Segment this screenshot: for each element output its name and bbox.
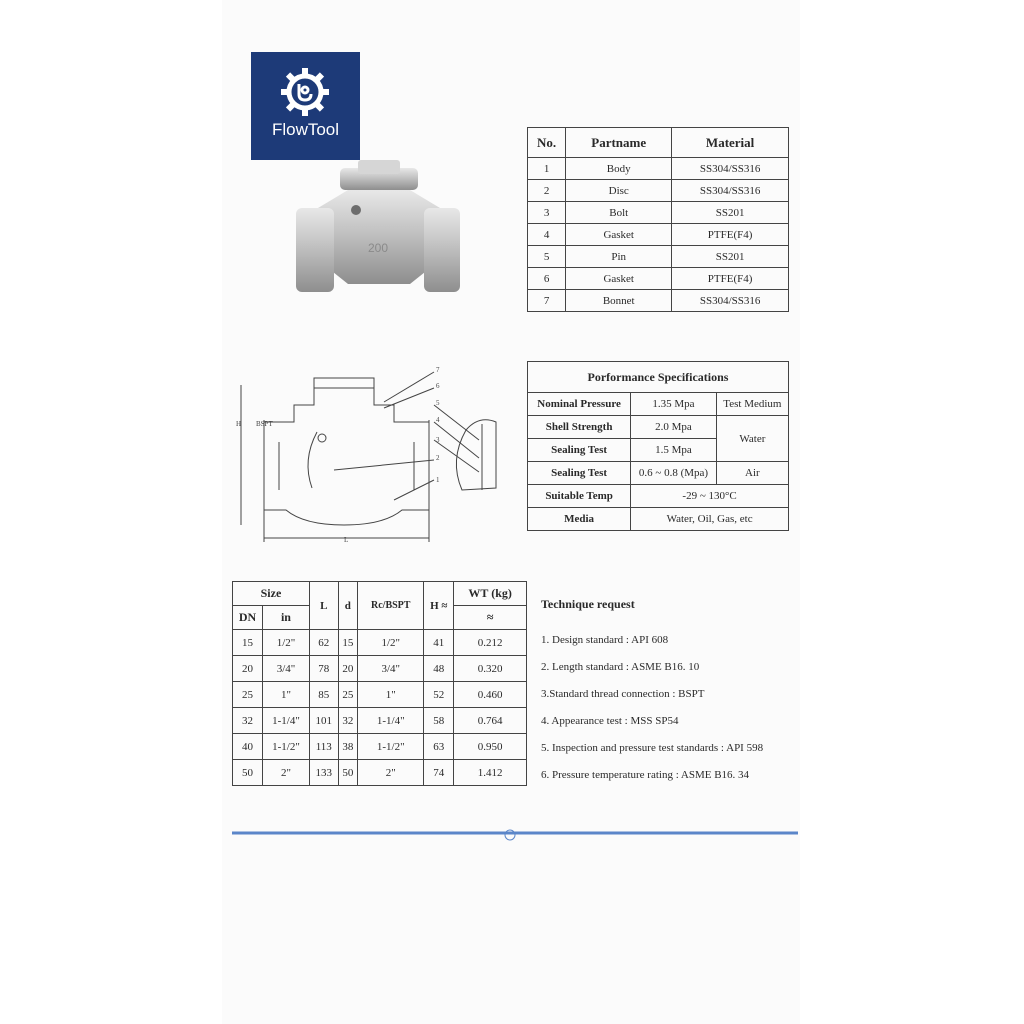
cell: 63 — [424, 734, 454, 760]
in-header: in — [262, 606, 309, 630]
drawing-label: BSPT — [256, 420, 273, 428]
wt-header: WT (kg) — [454, 582, 527, 606]
cell: 52 — [424, 682, 454, 708]
cell: Bolt — [566, 202, 672, 224]
cell: 0.460 — [454, 682, 527, 708]
cell: 0.320 — [454, 656, 527, 682]
cell: 2 — [528, 180, 566, 202]
drawing-label: 4 — [436, 416, 440, 424]
table-row — [528, 462, 789, 485]
technique-title: Technique request — [541, 597, 635, 611]
table-row — [528, 180, 789, 202]
cell: 1.35 Mpa — [631, 393, 717, 416]
cell: 85 — [309, 682, 338, 708]
parts-header-material: Material — [672, 128, 789, 158]
cell: Bonnet — [566, 290, 672, 312]
cell: PTFE(F4) — [672, 224, 789, 246]
table-row — [233, 708, 527, 734]
drawing-label: 7 — [436, 366, 440, 374]
cell: -29 ~ 130°C — [631, 485, 789, 508]
cell: 101 — [309, 708, 338, 734]
cell: 20 — [338, 656, 358, 682]
cell: SS304/SS316 — [672, 290, 789, 312]
cell: 41 — [424, 630, 454, 656]
cell: 1-1/4" — [358, 708, 424, 734]
valve-section-drawing — [234, 360, 514, 545]
table-row — [528, 290, 789, 312]
cell: 2" — [262, 760, 309, 786]
cell: 5 — [528, 246, 566, 268]
table-row — [528, 268, 789, 290]
cell: 1.412 — [454, 760, 527, 786]
technique-item: 1. Design standard : API 608 — [541, 634, 669, 646]
technique-item: 6. Pressure temperature rating : ASME B16. 34 — [541, 769, 750, 781]
table-row — [233, 760, 527, 786]
cell: 1.5 Mpa — [631, 439, 717, 462]
cell: 3 — [528, 202, 566, 224]
cell: SS201 — [672, 246, 789, 268]
cell: 2.0 Mpa — [631, 416, 717, 439]
cell: 58 — [424, 708, 454, 734]
drawing-label: 5 — [436, 399, 440, 407]
size-header: Size — [233, 582, 310, 606]
table-row — [528, 416, 789, 439]
table-row — [528, 246, 789, 268]
cell: Nominal Pressure — [528, 393, 631, 416]
check-valve-photo — [296, 160, 461, 295]
logo-text: FlowTool — [271, 120, 340, 139]
table-row — [528, 224, 789, 246]
cell: 32 — [338, 708, 358, 734]
table-row — [528, 202, 789, 224]
cell: 1/2" — [358, 630, 424, 656]
cell: 133 — [309, 760, 338, 786]
parts-table — [527, 127, 789, 312]
valve-cast-text: 200 — [367, 241, 389, 255]
cell: Sealing Test — [528, 439, 631, 462]
cell: 15 — [338, 630, 358, 656]
table-row — [528, 158, 789, 180]
cell: 1" — [262, 682, 309, 708]
cell: 50 — [233, 760, 263, 786]
cell: 1-1/4" — [262, 708, 309, 734]
wt-approx-header: ≈ — [454, 606, 527, 630]
thread-header: Rc/BSPT — [358, 582, 424, 630]
technique-request — [541, 597, 763, 796]
cell: 25 — [338, 682, 358, 708]
cell: 1-1/2" — [262, 734, 309, 760]
cell: Water — [716, 416, 788, 462]
cell: 1 — [528, 158, 566, 180]
cell: 0.6 ~ 0.8 (Mpa) — [631, 462, 717, 485]
cell: 62 — [309, 630, 338, 656]
cell: Gasket — [566, 268, 672, 290]
size-table — [232, 581, 527, 786]
parts-header-partname: Partname — [566, 128, 672, 158]
drawing-label: 2 — [436, 454, 440, 462]
footer-rule — [232, 827, 798, 843]
technique-item: 4. Appearance test : MSS SP54 — [541, 715, 679, 727]
cell: 20 — [233, 656, 263, 682]
cell: 78 — [309, 656, 338, 682]
cell: 48 — [424, 656, 454, 682]
performance-table — [527, 361, 789, 531]
drawing-label: 6 — [436, 382, 440, 390]
table-row — [233, 682, 527, 708]
cell: 74 — [424, 760, 454, 786]
drawing-label: L — [344, 536, 349, 544]
cell: 3/4" — [262, 656, 309, 682]
table-row — [528, 508, 789, 531]
cell: 25 — [233, 682, 263, 708]
table-row — [233, 734, 527, 760]
technique-item: 3.Standard thread connection : BSPT — [541, 688, 705, 700]
cell: 0.212 — [454, 630, 527, 656]
cell: 1/2" — [262, 630, 309, 656]
table-row — [528, 485, 789, 508]
cell: Body — [566, 158, 672, 180]
cell: Gasket — [566, 224, 672, 246]
cell: Media — [528, 508, 631, 531]
cell: 7 — [528, 290, 566, 312]
cell: Test Medium — [716, 393, 788, 416]
cell: 4 — [528, 224, 566, 246]
table-row — [233, 630, 527, 656]
technique-item: 5. Inspection and pressure test standards : API 598 — [541, 742, 764, 754]
cell: 6 — [528, 268, 566, 290]
cell: Suitable Temp — [528, 485, 631, 508]
technique-item: 2. Length standard : ASME B16. 10 — [541, 661, 700, 673]
cell: SS304/SS316 — [672, 180, 789, 202]
cell: SS304/SS316 — [672, 158, 789, 180]
cell: Pin — [566, 246, 672, 268]
cell: 3/4" — [358, 656, 424, 682]
cell: 50 — [338, 760, 358, 786]
cell: 15 — [233, 630, 263, 656]
cell: 113 — [309, 734, 338, 760]
cell: Sealing Test — [528, 462, 631, 485]
cell: 0.764 — [454, 708, 527, 734]
cell: 2" — [358, 760, 424, 786]
flowtool-logo — [251, 52, 360, 160]
table-row — [233, 656, 527, 682]
cell: 0.950 — [454, 734, 527, 760]
cell: 1-1/2" — [358, 734, 424, 760]
cell: PTFE(F4) — [672, 268, 789, 290]
drawing-label: 1 — [436, 476, 440, 484]
cell: Air — [716, 462, 788, 485]
parts-header-no: No. — [528, 128, 566, 158]
cell: 1" — [358, 682, 424, 708]
cell: Shell Strength — [528, 416, 631, 439]
cell: 40 — [233, 734, 263, 760]
table-row — [528, 393, 789, 416]
h-header: H ≈ — [424, 582, 454, 630]
drawing-labels — [236, 366, 440, 544]
cell: Disc — [566, 180, 672, 202]
d-header: d — [338, 582, 358, 630]
l-header: L — [309, 582, 338, 630]
cell: 38 — [338, 734, 358, 760]
cell: SS201 — [672, 202, 789, 224]
performance-title: Porformance Specifications — [528, 362, 789, 393]
drawing-label: H — [236, 420, 242, 428]
drawing-label: 3 — [436, 436, 440, 444]
cell: Water, Oil, Gas, etc — [631, 508, 789, 531]
cell: 32 — [233, 708, 263, 734]
gear-wrench-icon — [279, 66, 331, 118]
dn-header: DN — [233, 606, 263, 630]
